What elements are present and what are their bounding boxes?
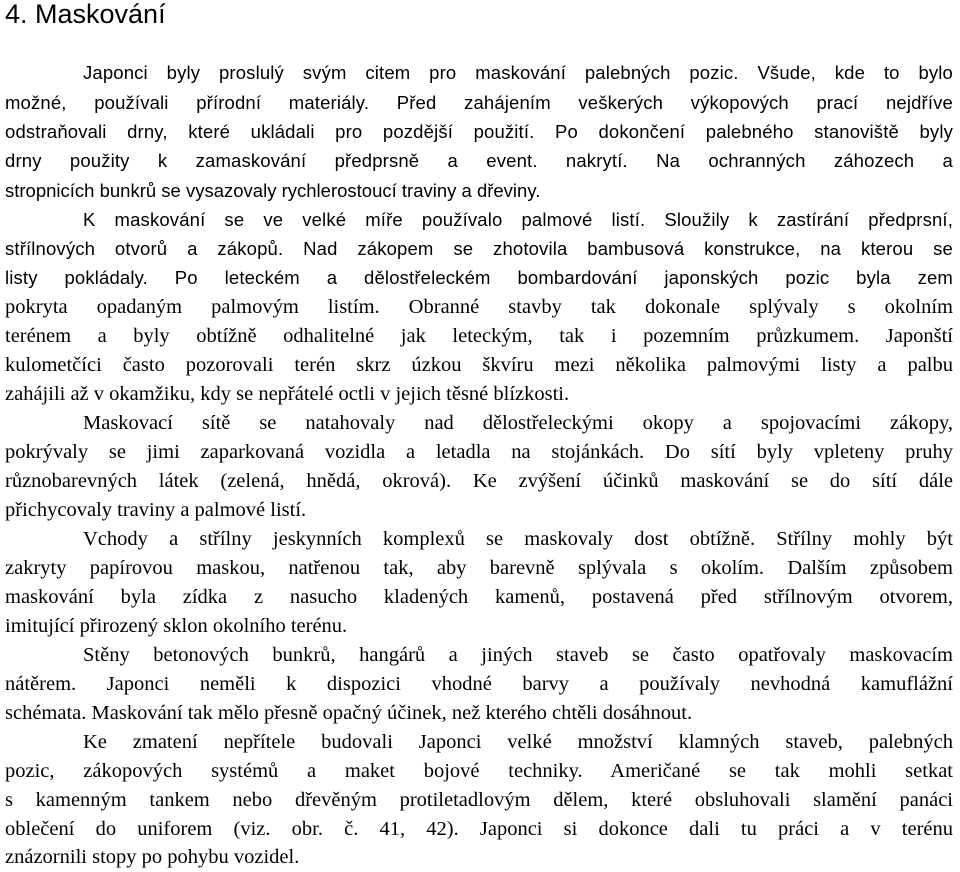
paragraph-line: odstraňovali drny, které ukládali pro pozdější použití. Po dokončení palebného stanoviště byly (5, 121, 953, 142)
paragraph-line: Ke zmatení nepřítele budovali Japonci velké množství klamných staveb, palebných (83, 731, 953, 753)
paragraph-line: imitující přirozený sklon okolního terénu. (5, 615, 348, 637)
paragraph-line: K maskování se ve velké míře používalo palmové listí. Sloužily k zastírání předprsní, (83, 209, 953, 230)
paragraph-line: stropnicích bunkrů se vysazovaly rychlerostoucí traviny a dřeviny. (5, 180, 541, 201)
paragraph-line: oblečení do uniforem (viz. obr. č. 41, 42). Japonci si dokonce dali tu práci a v terénu (5, 818, 953, 840)
paragraph-line: pokrývaly se jimi zaparkovaná vozidla a letadla na stojánkách. Do sítí byly vpleteny pruhy (5, 441, 953, 463)
paragraph-line: drny použity k zamaskování předprsně a event. nakrytí. Na ochranných záhozech a (5, 150, 953, 171)
paragraph-line: nátěrem. Japonci neměli k dispozici vhodné barvy a používaly nevhodná kamuflážní (5, 673, 953, 695)
paragraph-line: Stěny betonových bunkrů, hangárů a jiných staveb se často opatřovaly maskovacím (83, 644, 953, 666)
paragraph-line: pokryta opadaným palmovým listím. Obranné stavby tak dokonale splývaly s okolním (5, 296, 953, 318)
paragraph-line: schémata. Maskování tak mělo přesně opačný účinek, než kterého chtěli dosáhnout. (5, 702, 693, 724)
paragraph-line: terénem a byly obtížně odhalitelné jak leteckým, tak i pozemním průzkumem. Japonští (5, 325, 953, 347)
paragraph-line: střílnových otvorů a zákopů. Nad zákopem se zhotovila bambusová konstrukce, na kterou se (5, 238, 953, 259)
paragraph-line: přichycovaly traviny a palmové listí. (5, 499, 307, 521)
paragraph-line: Japonci byly proslulý svým citem pro maskování palebných pozic. Všude, kde to bylo (83, 62, 953, 83)
paragraph-line: znázornili stopy po pohybu vozidel. (5, 846, 300, 868)
paragraph-line: s kamenným tankem nebo dřevěným protiletadlovým dělem, které obsluhovali slamění panáci (5, 789, 953, 811)
paragraph-line: Maskovací sítě se natahovaly nad dělostřeleckými okopy a spojovacími zákopy, (83, 412, 953, 434)
paragraph-line: různobarevných látek (zelená, hnědá, okrová). Ke zvýšení účinků maskování se do sítí dále (5, 470, 953, 492)
paragraph-line: maskování byla zídka z nasucho kladených kamenů, postavená před střílnovým otvorem, (5, 586, 953, 608)
paragraph-line: listy pokládaly. Po leteckém a dělostřeleckém bombardování japonských pozic byla zem (5, 267, 953, 288)
section-heading: 4. Maskování (5, 0, 166, 29)
paragraph-line: Vchody a střílny jeskynních komplexů se maskovaly dost obtížně. Střílny mohly být (83, 528, 953, 550)
paragraph-line: zahájili až v okamžiku, kdy se nepřátelé octli v jejich těsné blízkosti. (5, 383, 570, 405)
paragraph-line: kulometčíci často pozorovali terén skrz úzkou škvíru mezi několika palmovými listy a palbu (5, 354, 953, 376)
paragraph-line: možné, používali přírodní materiály. Před zahájením veškerých výkopových prací nejdříve (5, 92, 953, 113)
paragraph-line: pozic, zákopových systémů a maket bojové techniky. Američané se tak mohli setkat (5, 760, 953, 782)
paragraph-line: zakryty papírovou maskou, natřenou tak, aby barevně splývala s okolím. Dalším způsobem (5, 557, 953, 579)
